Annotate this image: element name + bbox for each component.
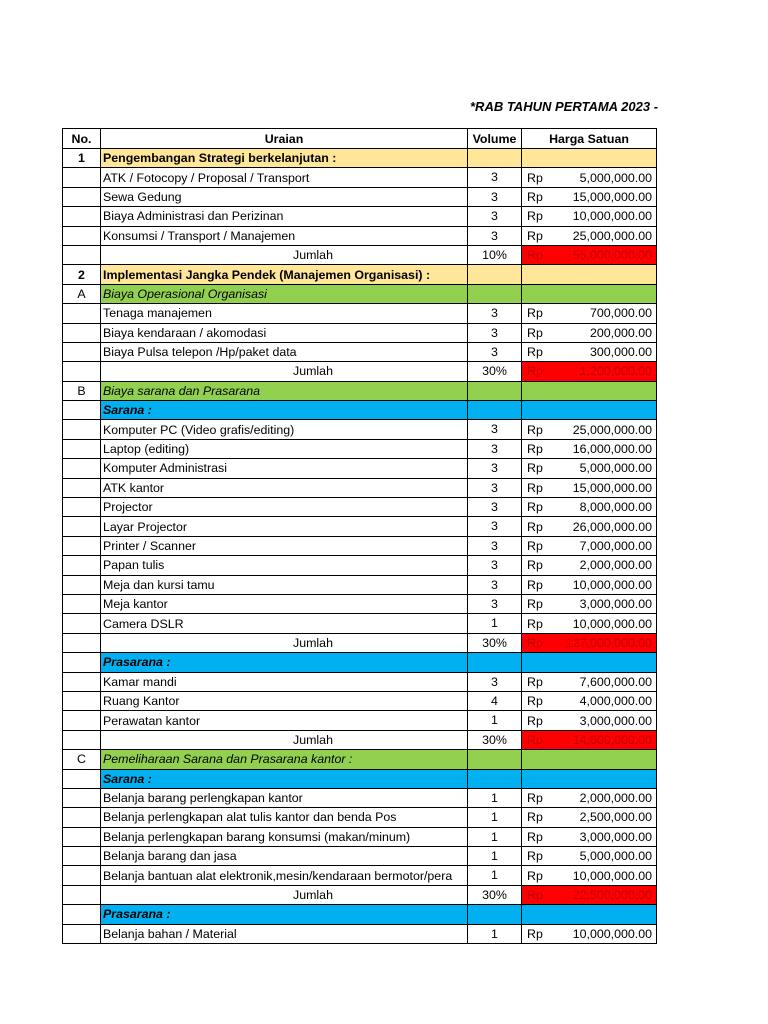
table-row bbox=[63, 536, 657, 555]
cell-no bbox=[63, 401, 101, 420]
cell-volume: 3 bbox=[468, 556, 522, 575]
cell-no: 1 bbox=[63, 149, 101, 168]
group-row bbox=[63, 653, 657, 672]
table-row bbox=[63, 498, 657, 517]
cell-no bbox=[63, 226, 101, 245]
cell-amount: 22,500,000.00 bbox=[552, 885, 657, 904]
table-row bbox=[63, 711, 657, 730]
cell-no bbox=[63, 905, 101, 924]
cell-volume: 30% bbox=[468, 362, 522, 381]
cell-amount: 4,000,000.00 bbox=[552, 691, 657, 710]
cell-uraian: Meja dan kursi tamu bbox=[101, 575, 468, 594]
cell-currency: Rp bbox=[522, 614, 552, 633]
cell-amount: 25,000,000.00 bbox=[552, 226, 657, 245]
cell-no bbox=[63, 187, 101, 206]
cell-volume bbox=[468, 284, 522, 303]
total-row bbox=[63, 633, 657, 652]
cell-uraian: Layar Projector bbox=[101, 517, 468, 536]
table-row bbox=[63, 226, 657, 245]
cell-volume bbox=[468, 149, 522, 168]
cell-amount bbox=[552, 284, 657, 303]
cell-amount bbox=[552, 653, 657, 672]
cell-uraian: Biaya sarana dan Prasarana bbox=[101, 381, 468, 400]
cell-no: A bbox=[63, 284, 101, 303]
cell-amount bbox=[552, 381, 657, 400]
cell-amount: 5,000,000.00 bbox=[552, 459, 657, 478]
cell-no bbox=[63, 245, 101, 264]
cell-currency bbox=[522, 381, 552, 400]
cell-uraian: Jumlah bbox=[101, 245, 468, 264]
cell-amount: 700,000.00 bbox=[552, 304, 657, 323]
table-header-row bbox=[63, 129, 657, 149]
cell-volume: 3 bbox=[468, 459, 522, 478]
table-row bbox=[63, 575, 657, 594]
cell-volume bbox=[468, 769, 522, 788]
cell-currency: Rp bbox=[522, 536, 552, 555]
cell-no bbox=[63, 439, 101, 458]
cell-no bbox=[63, 730, 101, 749]
cell-amount: 26,000,000.00 bbox=[552, 517, 657, 536]
cell-volume: 1 bbox=[468, 788, 522, 807]
cell-amount: 3,000,000.00 bbox=[552, 827, 657, 846]
cell-amount: 5,000,000.00 bbox=[552, 847, 657, 866]
cell-volume: 1 bbox=[468, 924, 522, 943]
cell-currency: Rp bbox=[522, 420, 552, 439]
cell-currency: Rp bbox=[522, 478, 552, 497]
cell-currency: Rp bbox=[522, 924, 552, 943]
table-row bbox=[63, 187, 657, 206]
table-row bbox=[63, 827, 657, 846]
cell-no bbox=[63, 556, 101, 575]
cell-uraian: Prasarana : bbox=[101, 653, 468, 672]
cell-no bbox=[63, 323, 101, 342]
total-row bbox=[63, 885, 657, 904]
cell-currency: Rp bbox=[522, 342, 552, 361]
cell-uraian: Belanja bantuan alat elektronik,mesin/kendaraan bermotor/pera bbox=[101, 866, 468, 885]
cell-currency: Rp bbox=[522, 187, 552, 206]
cell-amount: 15,000,000.00 bbox=[552, 187, 657, 206]
cell-uraian: ATK kantor bbox=[101, 478, 468, 497]
cell-currency: Rp bbox=[522, 808, 552, 827]
cell-volume: 3 bbox=[468, 342, 522, 361]
cell-volume bbox=[468, 401, 522, 420]
document-title: *RAB TAHUN PERTAMA 2023 - bbox=[470, 99, 659, 114]
cell-uraian: Kamar mandi bbox=[101, 672, 468, 691]
cell-no bbox=[63, 168, 101, 187]
cell-volume: 3 bbox=[468, 517, 522, 536]
cell-amount bbox=[552, 265, 657, 284]
cell-currency bbox=[522, 905, 552, 924]
cell-uraian: Sewa Gedung bbox=[101, 187, 468, 206]
cell-uraian: Implementasi Jangka Pendek (Manajemen Organisasi) : bbox=[101, 265, 468, 284]
cell-volume: 3 bbox=[468, 575, 522, 594]
table-row bbox=[63, 847, 657, 866]
cell-uraian: Laptop (editing) bbox=[101, 439, 468, 458]
total-row bbox=[63, 362, 657, 381]
cell-volume: 3 bbox=[468, 478, 522, 497]
cell-no bbox=[63, 614, 101, 633]
cell-amount bbox=[552, 401, 657, 420]
cell-currency: Rp bbox=[522, 730, 552, 749]
cell-volume bbox=[468, 265, 522, 284]
table-row bbox=[63, 439, 657, 458]
cell-uraian: Biaya kendaraan / akomodasi bbox=[101, 323, 468, 342]
cell-volume: 1 bbox=[468, 808, 522, 827]
cell-currency bbox=[522, 149, 552, 168]
table-row bbox=[63, 323, 657, 342]
cell-volume: 1 bbox=[468, 847, 522, 866]
table-row bbox=[63, 614, 657, 633]
cell-currency: Rp bbox=[522, 691, 552, 710]
cell-currency: Rp bbox=[522, 672, 552, 691]
cell-no bbox=[63, 633, 101, 652]
cell-currency: Rp bbox=[522, 711, 552, 730]
cell-uraian: Komputer Administrasi bbox=[101, 459, 468, 478]
cell-amount: 2,500,000.00 bbox=[552, 808, 657, 827]
cell-currency: Rp bbox=[522, 207, 552, 226]
cell-amount: 16,000,000.00 bbox=[552, 439, 657, 458]
table-row bbox=[63, 420, 657, 439]
cell-uraian: Pemeliharaan Sarana dan Prasarana kantor : bbox=[101, 750, 468, 769]
table-row bbox=[63, 556, 657, 575]
cell-currency bbox=[522, 769, 552, 788]
cell-no bbox=[63, 769, 101, 788]
cell-no bbox=[63, 808, 101, 827]
cell-currency: Rp bbox=[522, 885, 552, 904]
cell-volume: 3 bbox=[468, 323, 522, 342]
cell-amount bbox=[552, 905, 657, 924]
cell-currency: Rp bbox=[522, 866, 552, 885]
cell-currency: Rp bbox=[522, 594, 552, 613]
group-row bbox=[63, 401, 657, 420]
cell-volume: 3 bbox=[468, 207, 522, 226]
cell-no bbox=[63, 575, 101, 594]
table-row bbox=[63, 672, 657, 691]
group-row bbox=[63, 769, 657, 788]
cell-currency: Rp bbox=[522, 168, 552, 187]
cell-currency: Rp bbox=[522, 439, 552, 458]
table-row bbox=[63, 924, 657, 943]
cell-volume: 1 bbox=[468, 711, 522, 730]
cell-amount: 3,000,000.00 bbox=[552, 711, 657, 730]
cell-uraian: Biaya Pulsa telepon /Hp/paket data bbox=[101, 342, 468, 361]
cell-volume: 3 bbox=[468, 304, 522, 323]
cell-no bbox=[63, 653, 101, 672]
cell-currency: Rp bbox=[522, 633, 552, 652]
cell-no: B bbox=[63, 381, 101, 400]
cell-no bbox=[63, 207, 101, 226]
cell-volume: 3 bbox=[468, 672, 522, 691]
cell-no bbox=[63, 536, 101, 555]
cell-uraian: Belanja barang perlengkapan kantor bbox=[101, 788, 468, 807]
cell-currency bbox=[522, 401, 552, 420]
cell-uraian: Printer / Scanner bbox=[101, 536, 468, 555]
cell-amount: 3,000,000.00 bbox=[552, 594, 657, 613]
cell-no bbox=[63, 924, 101, 943]
section-row bbox=[63, 149, 657, 168]
subsection-row bbox=[63, 284, 657, 303]
cell-amount: 300,000.00 bbox=[552, 342, 657, 361]
cell-uraian: Belanja barang dan jasa bbox=[101, 847, 468, 866]
cell-currency: Rp bbox=[522, 827, 552, 846]
cell-volume bbox=[468, 905, 522, 924]
cell-currency bbox=[522, 284, 552, 303]
cell-no bbox=[63, 498, 101, 517]
cell-amount bbox=[552, 149, 657, 168]
table-row bbox=[63, 691, 657, 710]
cell-uraian: Belanja perlengkapan alat tulis kantor dan benda Pos bbox=[101, 808, 468, 827]
header-volume: Volume bbox=[468, 129, 522, 149]
cell-no bbox=[63, 847, 101, 866]
cell-volume: 30% bbox=[468, 730, 522, 749]
cell-amount: 7,600,000.00 bbox=[552, 672, 657, 691]
cell-volume bbox=[468, 750, 522, 769]
cell-volume: 3 bbox=[468, 536, 522, 555]
table-row bbox=[63, 478, 657, 497]
cell-uraian: Biaya Administrasi dan Perizinan bbox=[101, 207, 468, 226]
cell-volume bbox=[468, 381, 522, 400]
table-row bbox=[63, 168, 657, 187]
cell-no: 2 bbox=[63, 265, 101, 284]
cell-uraian: Jumlah bbox=[101, 633, 468, 652]
cell-amount: 2,000,000.00 bbox=[552, 556, 657, 575]
cell-uraian: Meja kantor bbox=[101, 594, 468, 613]
cell-no bbox=[63, 362, 101, 381]
table-row bbox=[63, 594, 657, 613]
cell-currency: Rp bbox=[522, 517, 552, 536]
cell-no: C bbox=[63, 750, 101, 769]
section-row bbox=[63, 265, 657, 284]
cell-currency: Rp bbox=[522, 323, 552, 342]
cell-uraian: Perawatan kantor bbox=[101, 711, 468, 730]
cell-currency: Rp bbox=[522, 556, 552, 575]
cell-volume: 30% bbox=[468, 885, 522, 904]
cell-currency: Rp bbox=[522, 575, 552, 594]
cell-currency bbox=[522, 265, 552, 284]
cell-uraian: Prasarana : bbox=[101, 905, 468, 924]
cell-currency: Rp bbox=[522, 362, 552, 381]
cell-amount: 10,000,000.00 bbox=[552, 207, 657, 226]
cell-amount: 15,000,000.00 bbox=[552, 478, 657, 497]
cell-no bbox=[63, 827, 101, 846]
cell-amount: 127,000,000.00 bbox=[552, 633, 657, 652]
cell-volume bbox=[468, 653, 522, 672]
table-row bbox=[63, 459, 657, 478]
cell-amount: 7,000,000.00 bbox=[552, 536, 657, 555]
table-row bbox=[63, 304, 657, 323]
cell-volume: 1 bbox=[468, 827, 522, 846]
cell-amount: 5,000,000.00 bbox=[552, 168, 657, 187]
cell-uraian: Jumlah bbox=[101, 885, 468, 904]
cell-uraian: Camera DSLR bbox=[101, 614, 468, 633]
cell-amount: 10,000,000.00 bbox=[552, 575, 657, 594]
cell-volume: 3 bbox=[468, 594, 522, 613]
cell-uraian: Sarana : bbox=[101, 401, 468, 420]
cell-volume: 3 bbox=[468, 498, 522, 517]
cell-no bbox=[63, 459, 101, 478]
cell-volume: 4 bbox=[468, 691, 522, 710]
cell-currency: Rp bbox=[522, 498, 552, 517]
cell-uraian: Pengembangan Strategi berkelanjutan : bbox=[101, 149, 468, 168]
header-harga-satuan: Harga Satuan bbox=[522, 129, 657, 149]
cell-no bbox=[63, 672, 101, 691]
cell-volume: 3 bbox=[468, 439, 522, 458]
cell-no bbox=[63, 866, 101, 885]
cell-no bbox=[63, 478, 101, 497]
cell-volume: 3 bbox=[468, 187, 522, 206]
cell-uraian: Belanja bahan / Material bbox=[101, 924, 468, 943]
cell-volume: 3 bbox=[468, 420, 522, 439]
cell-amount: 55,000,000.00 bbox=[552, 245, 657, 264]
cell-volume: 1 bbox=[468, 614, 522, 633]
group-row bbox=[63, 905, 657, 924]
total-row bbox=[63, 730, 657, 749]
cell-no bbox=[63, 691, 101, 710]
table-row bbox=[63, 207, 657, 226]
cell-uraian: Tenaga manajemen bbox=[101, 304, 468, 323]
cell-no bbox=[63, 594, 101, 613]
cell-amount bbox=[552, 769, 657, 788]
header-uraian: Uraian bbox=[101, 129, 468, 149]
header-no: No. bbox=[63, 129, 101, 149]
subsection-row bbox=[63, 381, 657, 400]
cell-amount: 2,000,000.00 bbox=[552, 788, 657, 807]
rab-table bbox=[62, 128, 657, 944]
cell-amount: 25,000,000.00 bbox=[552, 420, 657, 439]
cell-currency bbox=[522, 750, 552, 769]
cell-volume: 3 bbox=[468, 168, 522, 187]
cell-uraian: Biaya Operasional Organisasi bbox=[101, 284, 468, 303]
cell-currency: Rp bbox=[522, 245, 552, 264]
table-row bbox=[63, 517, 657, 536]
table-row bbox=[63, 808, 657, 827]
cell-uraian: Jumlah bbox=[101, 362, 468, 381]
cell-no bbox=[63, 711, 101, 730]
cell-amount: 8,000,000.00 bbox=[552, 498, 657, 517]
cell-uraian: Konsumsi / Transport / Manajemen bbox=[101, 226, 468, 245]
cell-uraian: Komputer PC (Video grafis/editing) bbox=[101, 420, 468, 439]
table-row bbox=[63, 342, 657, 361]
cell-amount: 10,000,000.00 bbox=[552, 924, 657, 943]
cell-uraian: Projector bbox=[101, 498, 468, 517]
cell-no bbox=[63, 788, 101, 807]
cell-uraian: Ruang Kantor bbox=[101, 691, 468, 710]
cell-currency: Rp bbox=[522, 304, 552, 323]
cell-no bbox=[63, 304, 101, 323]
table-body bbox=[63, 149, 657, 944]
cell-amount bbox=[552, 750, 657, 769]
cell-amount: 10,000,000.00 bbox=[552, 614, 657, 633]
cell-no bbox=[63, 885, 101, 904]
cell-uraian: ATK / Fotocopy / Proposal / Transport bbox=[101, 168, 468, 187]
cell-volume: 1 bbox=[468, 866, 522, 885]
cell-no bbox=[63, 420, 101, 439]
cell-currency: Rp bbox=[522, 226, 552, 245]
total-row bbox=[63, 245, 657, 264]
cell-no bbox=[63, 517, 101, 536]
cell-volume: 3 bbox=[468, 226, 522, 245]
cell-currency bbox=[522, 653, 552, 672]
cell-amount: 200,000.00 bbox=[552, 323, 657, 342]
cell-volume: 30% bbox=[468, 633, 522, 652]
cell-currency: Rp bbox=[522, 459, 552, 478]
table-row bbox=[63, 866, 657, 885]
cell-amount: 10,000,000.00 bbox=[552, 866, 657, 885]
cell-no bbox=[63, 342, 101, 361]
cell-uraian: Sarana : bbox=[101, 769, 468, 788]
cell-uraian: Jumlah bbox=[101, 730, 468, 749]
cell-amount: 1,200,000.00 bbox=[552, 362, 657, 381]
cell-currency: Rp bbox=[522, 788, 552, 807]
cell-uraian: Papan tulis bbox=[101, 556, 468, 575]
subsection-row bbox=[63, 750, 657, 769]
cell-currency: Rp bbox=[522, 847, 552, 866]
table-row bbox=[63, 788, 657, 807]
cell-uraian: Belanja perlengkapan barang konsumsi (makan/minum) bbox=[101, 827, 468, 846]
cell-volume: 10% bbox=[468, 245, 522, 264]
cell-amount: 14,600,000.00 bbox=[552, 730, 657, 749]
